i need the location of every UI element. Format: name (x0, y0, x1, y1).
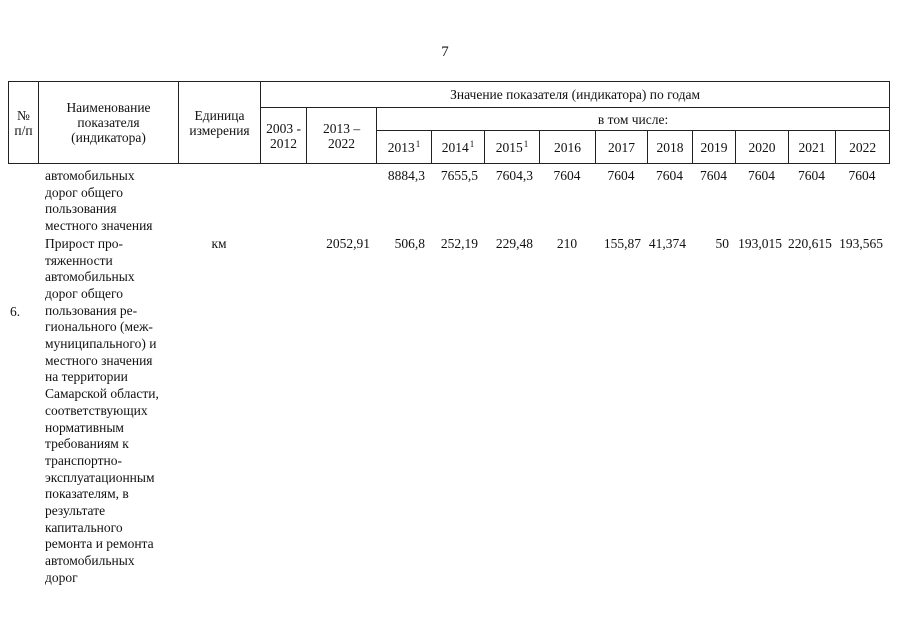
year-label: 2016 (554, 139, 581, 155)
year-label: 2020 (748, 139, 776, 155)
value-2019: 50 (715, 235, 729, 251)
value-2015: 7604,3 (495, 168, 533, 183)
year-label: 2014 (441, 139, 469, 155)
header-year (648, 131, 693, 164)
header-period-2013-2022: 2013 – 2022 (307, 108, 377, 164)
year-label: 2018 (656, 139, 684, 155)
value-2013-2022: 2052,91 (326, 235, 370, 251)
footnote-mark: 1 (523, 138, 529, 149)
value-2019: 7604 (700, 168, 727, 183)
table-body (8, 165, 889, 587)
value-2013-2022 (306, 165, 376, 235)
value-2021: 7604 (798, 168, 825, 183)
value-2018: 7604 (656, 168, 683, 183)
header-values-by-year: Значение показателя (индикатора) по годам (261, 82, 890, 108)
value-2021: 220,615 (788, 235, 832, 251)
unit (178, 165, 260, 235)
row-number: 6. (10, 303, 21, 319)
header-year (736, 131, 789, 164)
table-header (8, 81, 890, 164)
header-year (377, 131, 432, 164)
footnote-mark: 1 (415, 138, 421, 149)
value-2014: 7655,5 (440, 168, 478, 183)
header-name: Наименование показателя (индикатора) (39, 82, 179, 164)
year-label: 2013 (387, 139, 415, 155)
value-2003-2012 (260, 235, 306, 587)
table-row (8, 165, 889, 235)
value-2022: 193,565 (839, 235, 883, 251)
page-number: 7 (441, 44, 449, 60)
header-year (836, 131, 890, 164)
value-2020: 193,015 (738, 235, 782, 251)
header-year (432, 131, 485, 164)
header-period-2003-2012: 2003 - 2012 (261, 108, 307, 164)
value-2015: 229,48 (495, 235, 533, 251)
value-2017: 7604 (607, 168, 635, 183)
value-2017: 155,87 (603, 235, 641, 251)
value-2016: 7604 (553, 168, 581, 183)
value-2020: 7604 (748, 168, 775, 183)
year-label: 2015 (495, 139, 523, 155)
header-year (789, 131, 836, 164)
footnote-mark: 1 (469, 138, 475, 149)
header-including: в том числе: (377, 108, 890, 131)
unit: км (211, 235, 227, 251)
value-2022: 7604 (848, 168, 876, 183)
value-2016: 210 (556, 235, 578, 251)
year-label: 2019 (700, 139, 728, 155)
header-unit: Единица измерения (179, 82, 261, 164)
value-2013: 8884,3 (387, 168, 425, 183)
year-label: 2017 (608, 139, 635, 155)
value-2003-2012 (260, 165, 306, 235)
indicator-name: автомобильных дорог общего пользования местного значения (45, 168, 153, 234)
table-row (8, 235, 889, 587)
indicator-name: Прирост про- тяженности автомобильных дорог общего пользования ре- гионального (меж- муниципального) и местного значения на территории Самарской области, соответствующих нормативным требованиям к транспортно- эксплуатационным показателям, в результате капитального ремонта и ремонта автомобильных дорог (45, 235, 159, 585)
header-year (540, 131, 596, 164)
header-year (485, 131, 540, 164)
value-2013: 506,8 (394, 235, 425, 251)
value-2018: 41,374 (648, 235, 686, 251)
row-number (8, 165, 38, 235)
header-year (693, 131, 736, 164)
year-label: 2021 (798, 139, 826, 155)
header-year (596, 131, 648, 164)
value-2014: 252,19 (440, 235, 478, 251)
year-label: 2022 (849, 139, 877, 155)
header-num: № п/п (9, 82, 39, 164)
